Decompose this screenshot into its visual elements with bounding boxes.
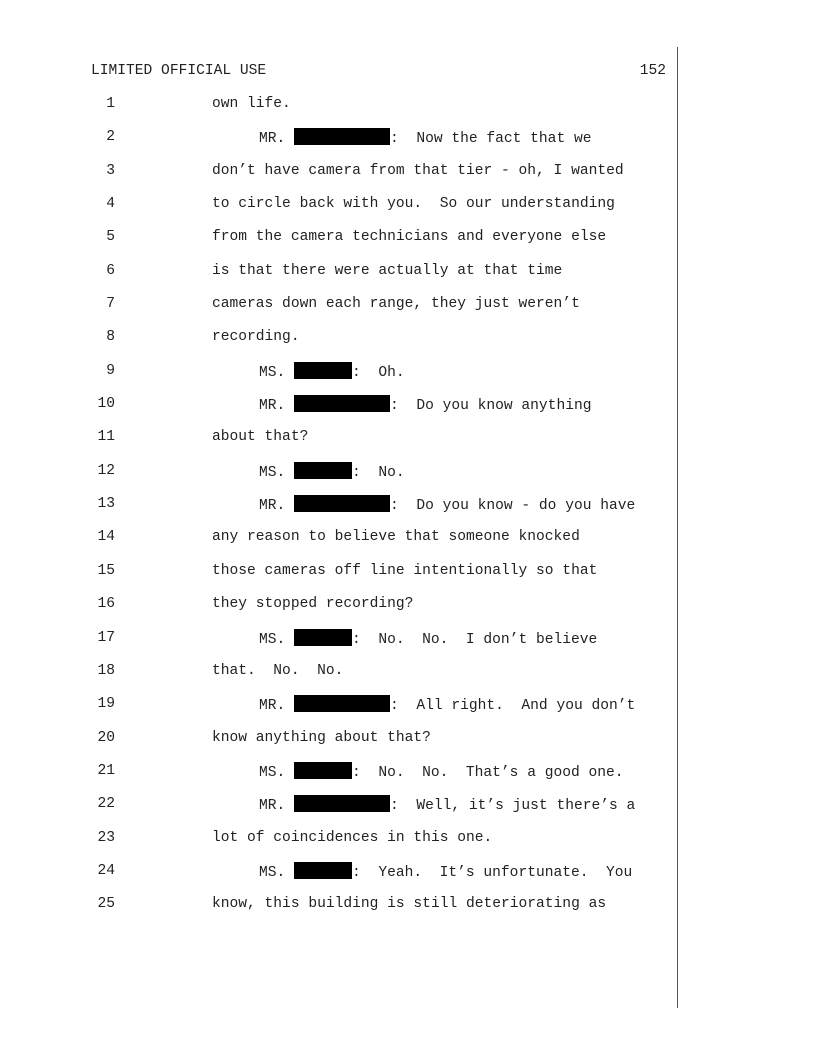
line-number: 22 <box>97 796 115 813</box>
speaker-line <box>259 862 632 882</box>
transcript-line <box>0 228 816 261</box>
transcript-line <box>0 95 816 128</box>
speaker-line <box>259 395 591 415</box>
redaction-box <box>294 795 390 812</box>
page-number: 152 <box>639 63 666 79</box>
speaker-title: MS. <box>259 364 286 381</box>
speech-text: : Do you know anything <box>390 398 592 415</box>
redaction-box <box>294 629 352 646</box>
transcript-line <box>0 662 816 695</box>
transcript-line <box>0 562 816 595</box>
transcript-line <box>0 428 816 461</box>
redaction-box <box>294 362 352 379</box>
line-text: is that there were actually at that time <box>212 262 563 279</box>
line-text: know, this building is still deteriorating as <box>212 896 607 913</box>
speaker-line <box>259 462 405 482</box>
speech-text: : No. No. I don’t believe <box>352 631 598 648</box>
line-number: 10 <box>97 396 115 413</box>
speech-text: : No. <box>352 464 405 481</box>
transcript-line <box>0 862 816 895</box>
redaction-box <box>294 462 352 479</box>
line-number: 1 <box>106 96 115 112</box>
redaction-box <box>294 495 390 512</box>
speaker-title: MS. <box>259 864 286 881</box>
transcript-body <box>0 95 816 929</box>
transcript-line <box>0 395 816 428</box>
speaker-line <box>259 495 635 515</box>
line-number: 24 <box>97 862 115 879</box>
line-text: that. No. No. <box>212 662 344 679</box>
transcript-line <box>0 128 816 161</box>
line-number: 17 <box>97 629 115 646</box>
transcript-line <box>0 262 816 295</box>
transcript-line <box>0 795 816 828</box>
transcript-line <box>0 528 816 561</box>
line-number: 21 <box>97 762 115 779</box>
transcript-line <box>0 629 816 662</box>
line-number: 5 <box>106 229 115 246</box>
redaction-box <box>294 395 390 412</box>
line-number: 16 <box>97 596 115 613</box>
line-number: 11 <box>97 429 115 446</box>
classification-header: LIMITED OFFICIAL USE <box>91 63 267 79</box>
transcript-line <box>0 895 816 928</box>
transcript-line <box>0 695 816 728</box>
speaker-title: MS. <box>259 631 286 648</box>
transcript-line <box>0 729 816 762</box>
speech-text: : Do you know - do you have <box>390 498 636 515</box>
line-text: they stopped recording? <box>212 596 414 613</box>
line-text: those cameras off line intentionally so that <box>212 562 598 579</box>
speech-text: : All right. And you don’t <box>390 698 636 715</box>
speaker-title: MR. <box>259 398 286 415</box>
line-number: 4 <box>106 196 115 213</box>
speaker-title: MR. <box>259 498 286 515</box>
speech-text: : No. No. That’s a good one. <box>352 764 624 781</box>
line-text: from the camera technicians and everyone else <box>212 229 607 246</box>
line-number: 13 <box>97 496 115 513</box>
line-number: 18 <box>97 662 115 679</box>
speaker-line <box>259 128 591 148</box>
line-number: 3 <box>106 162 115 179</box>
redaction-box <box>294 762 352 779</box>
line-number: 14 <box>97 529 115 546</box>
line-number: 6 <box>106 262 115 279</box>
transcript-line <box>0 495 816 528</box>
line-text: any reason to believe that someone knocked <box>212 529 580 546</box>
transcript-line <box>0 829 816 862</box>
speaker-title: MS. <box>259 764 286 781</box>
line-text: lot of coincidences in this one. <box>212 829 493 846</box>
speaker-line <box>259 629 597 649</box>
line-text: know anything about that? <box>212 729 431 746</box>
transcript-line <box>0 295 816 328</box>
line-text: recording. <box>212 329 300 346</box>
speaker-title: MS. <box>259 464 286 481</box>
line-number: 15 <box>97 562 115 579</box>
speech-text: : Well, it’s just there’s a <box>390 798 636 815</box>
speech-text: : Yeah. It’s unfortunate. You <box>352 864 633 881</box>
line-number: 23 <box>97 829 115 846</box>
speaker-title: MR. <box>259 798 286 815</box>
speaker-line <box>259 695 635 715</box>
speaker-line <box>259 362 405 382</box>
line-number: 2 <box>106 129 115 146</box>
transcript-line <box>0 328 816 361</box>
redaction-box <box>294 695 390 712</box>
line-number: 19 <box>97 696 115 713</box>
speaker-line <box>259 795 635 815</box>
transcript-line <box>0 362 816 395</box>
line-number: 25 <box>97 896 115 913</box>
redaction-box <box>294 862 352 879</box>
line-text: about that? <box>212 429 309 446</box>
line-number: 12 <box>97 462 115 479</box>
line-number: 20 <box>97 729 115 746</box>
transcript-line <box>0 462 816 495</box>
line-number: 8 <box>106 329 115 346</box>
line-text: own life. <box>212 96 291 112</box>
transcript-line <box>0 162 816 195</box>
speaker-title: MR. <box>259 131 286 148</box>
transcript-line <box>0 762 816 795</box>
line-text: cameras down each range, they just weren’t <box>212 296 580 313</box>
transcript-line <box>0 195 816 228</box>
transcript-line <box>0 595 816 628</box>
line-text: don’t have camera from that tier - oh, I wanted <box>212 162 624 179</box>
speaker-title: MR. <box>259 698 286 715</box>
speech-text: : Oh. <box>352 364 405 381</box>
line-number: 9 <box>106 362 115 379</box>
speech-text: : Now the fact that we <box>390 131 592 148</box>
speaker-line <box>259 762 624 782</box>
line-text: to circle back with you. So our understanding <box>212 196 615 213</box>
line-number: 7 <box>106 296 115 313</box>
redaction-box <box>294 128 390 145</box>
